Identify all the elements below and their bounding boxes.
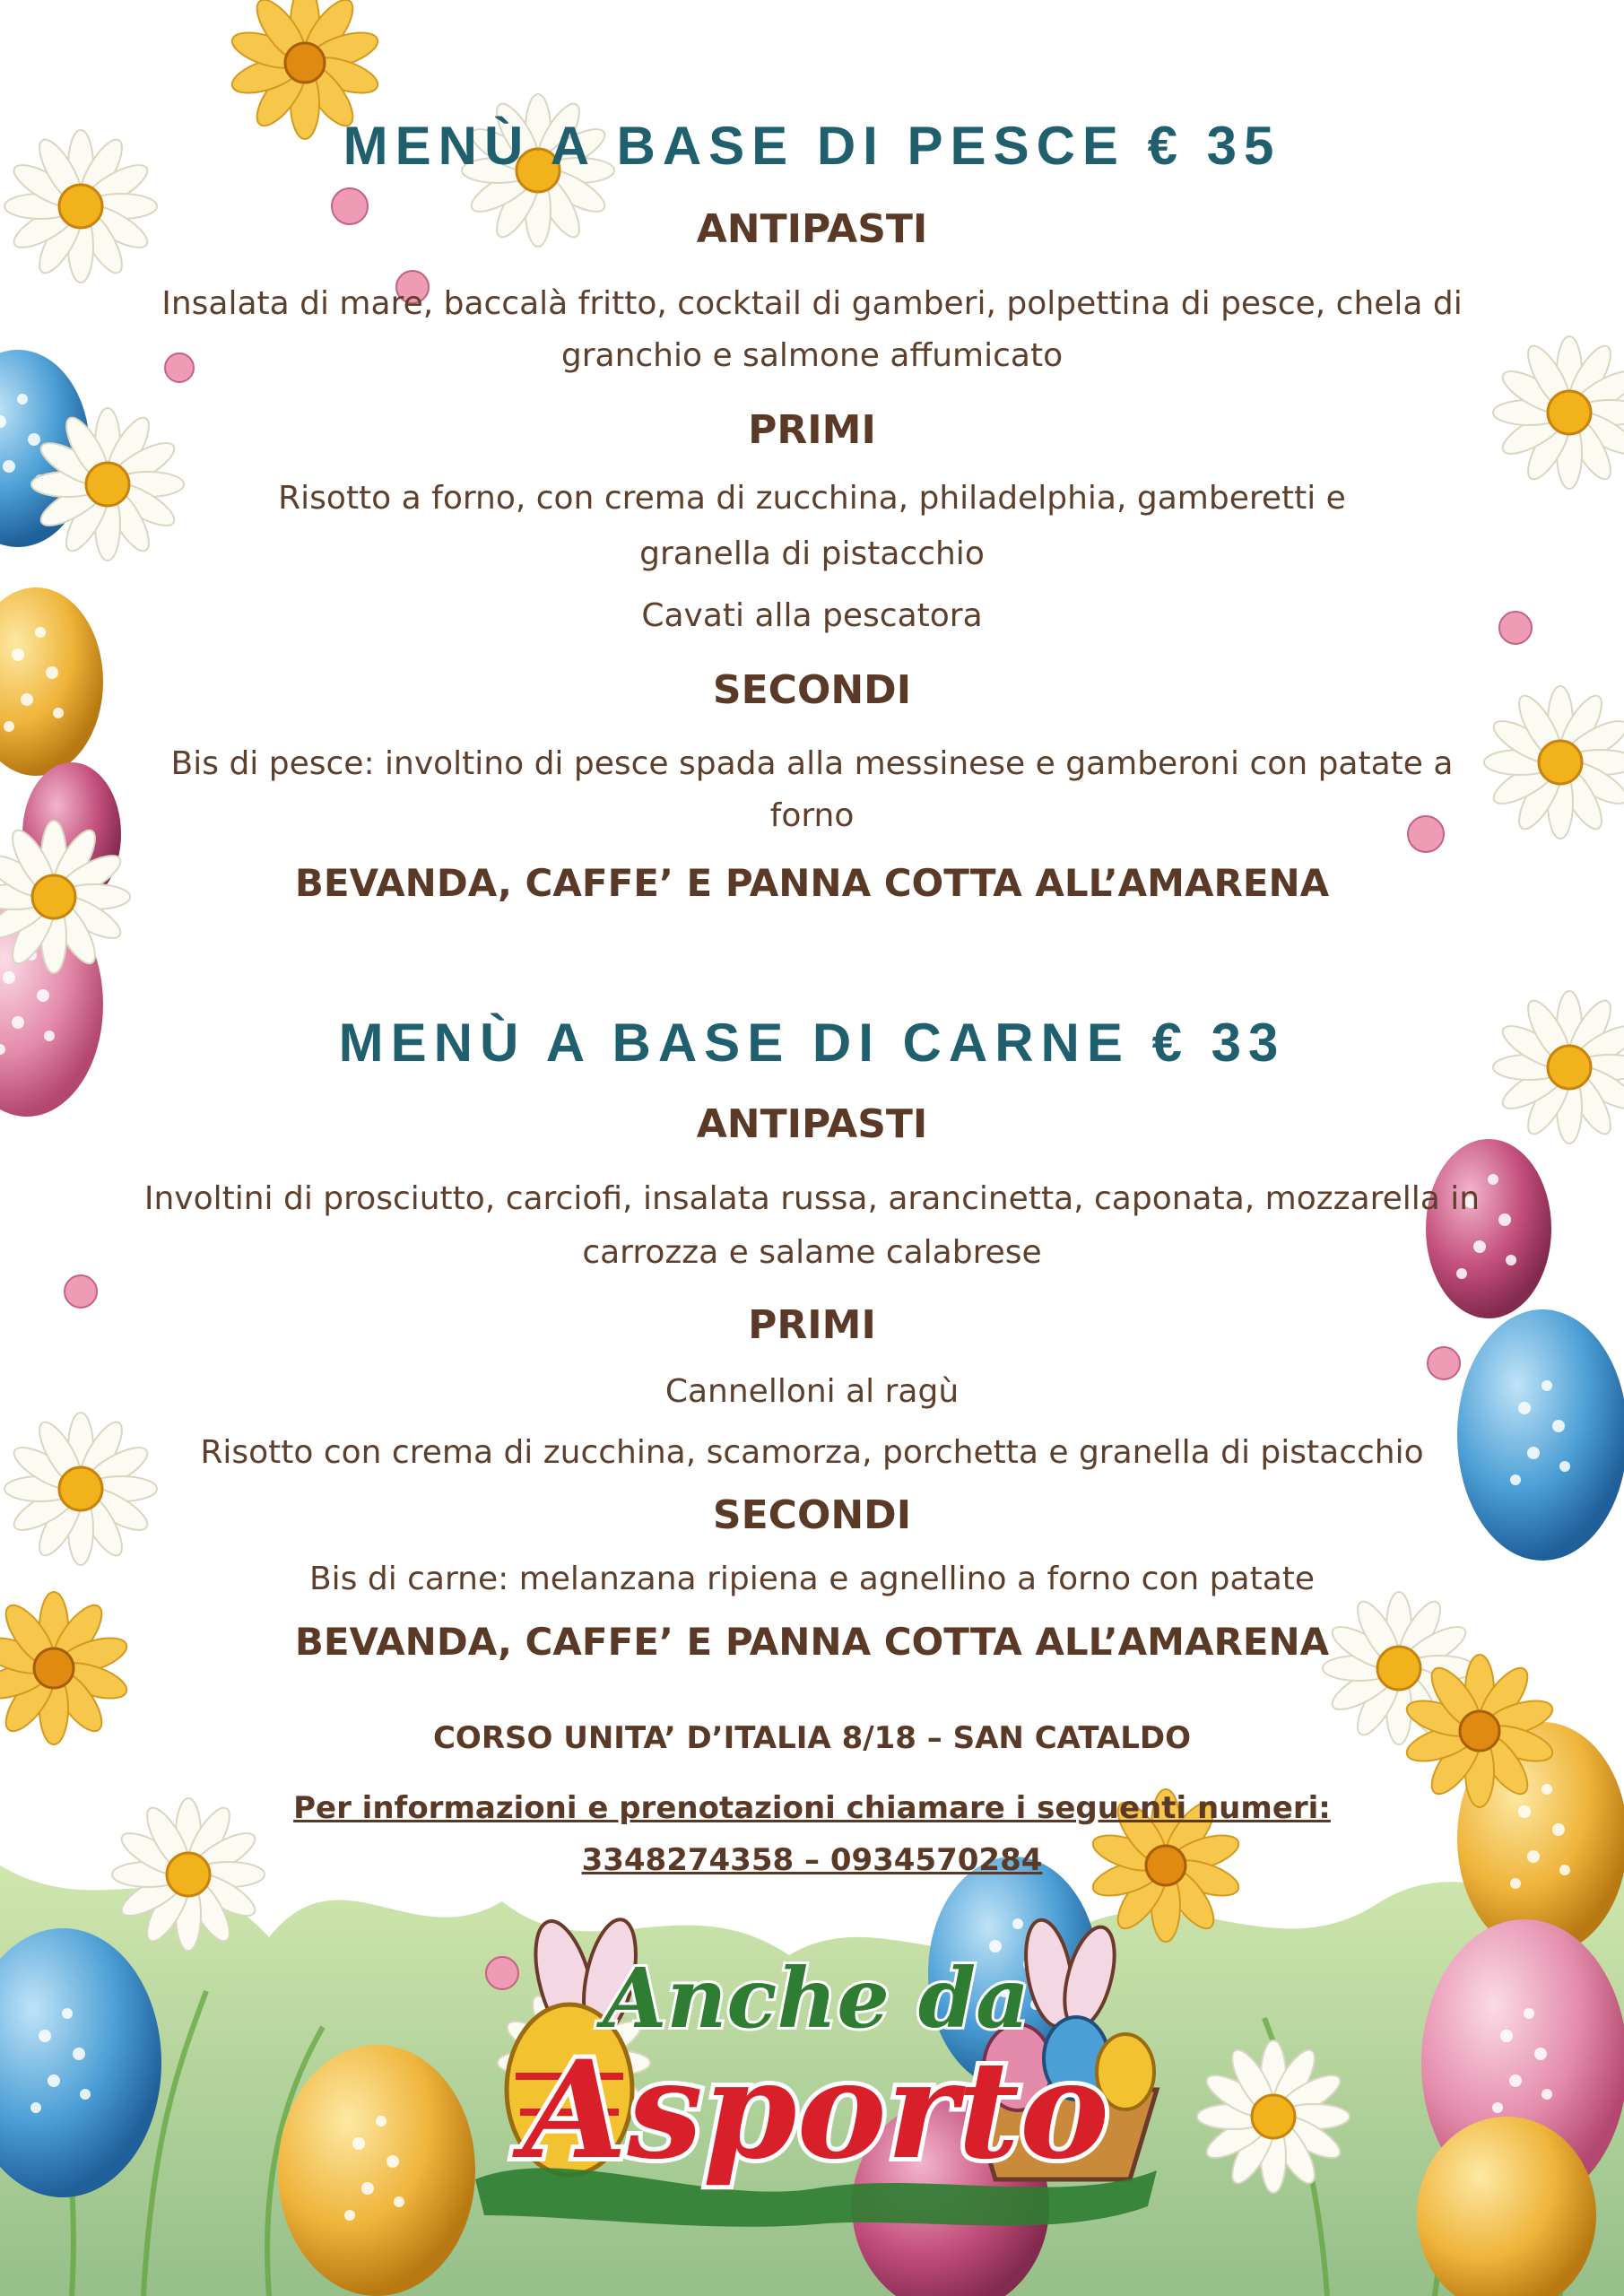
- fish-antipasti-line-2: granchio e salmone affumicato: [560, 337, 1064, 374]
- fish-extras: BEVANDA, CAFFE’ E PANNA COTTA ALL’AMARENA: [294, 861, 1330, 905]
- fish-primi-line-2: granella di pistacchio: [639, 535, 985, 572]
- meat-primi-line-1: Cannelloni al ragù: [664, 1373, 960, 1410]
- fish-primi-line-3: Cavati alla pescatora: [641, 597, 983, 634]
- fish-antipasti-heading: ANTIPASTI: [696, 206, 928, 252]
- meat-secondi-heading: SECONDI: [712, 1492, 912, 1538]
- booking-info: Per informazioni e prenotazioni chiamare i seguenti numeri:: [293, 1790, 1331, 1826]
- meat-extras: BEVANDA, CAFFE’ E PANNA COTTA ALL’AMARENA: [294, 1620, 1330, 1664]
- logo-line-1: Anche da: [603, 1950, 1029, 2047]
- fish-primi-line-1: Risotto a forno, con crema di zucchina, philadelphia, gamberetti e: [278, 480, 1346, 517]
- meat-primi-heading: PRIMI: [748, 1302, 876, 1348]
- meat-antipasti-heading: ANTIPASTI: [696, 1101, 928, 1147]
- fish-menu-title: MENÙ A BASE DI PESCE € 35: [343, 116, 1281, 176]
- fish-secondi-heading: SECONDI: [712, 667, 912, 713]
- meat-antipasti-line-1: Involtini di prosciutto, carciofi, insalata russa, arancinetta, caponata, mozzarella in: [143, 1180, 1481, 1217]
- meat-secondi-line-1: Bis di carne: melanzana ripiena e agnellino a forno con patate: [308, 1561, 1316, 1597]
- meat-primi-line-2: Risotto con crema di zucchina, scamorza, porchetta e granella di pistacchio: [200, 1434, 1424, 1471]
- meat-menu-title: MENÙ A BASE DI CARNE € 33: [338, 1013, 1286, 1073]
- address: CORSO UNITA’ D’ITALIA 8/18 – SAN CATALDO: [432, 1720, 1192, 1756]
- fish-secondi-line-2: forno: [769, 797, 855, 834]
- fish-secondi-line-1: Bis di pesce: involtino di pesce spada alla messinese e gamberoni con patate a: [170, 745, 1454, 782]
- logo-line-2: Asporto: [522, 2031, 1110, 2189]
- fish-primi-heading: PRIMI: [748, 407, 876, 453]
- anche-da-asporto-logo: [439, 1910, 1184, 2260]
- fish-antipasti-line-1: Insalata di mare, baccalà fritto, cocktail di gamberi, polpettina di pesce, chela di: [161, 285, 1463, 322]
- phone-numbers[interactable]: 3348274358 – 0934570284: [581, 1842, 1043, 1878]
- meat-antipasti-line-2: carrozza e salame calabrese: [582, 1234, 1042, 1271]
